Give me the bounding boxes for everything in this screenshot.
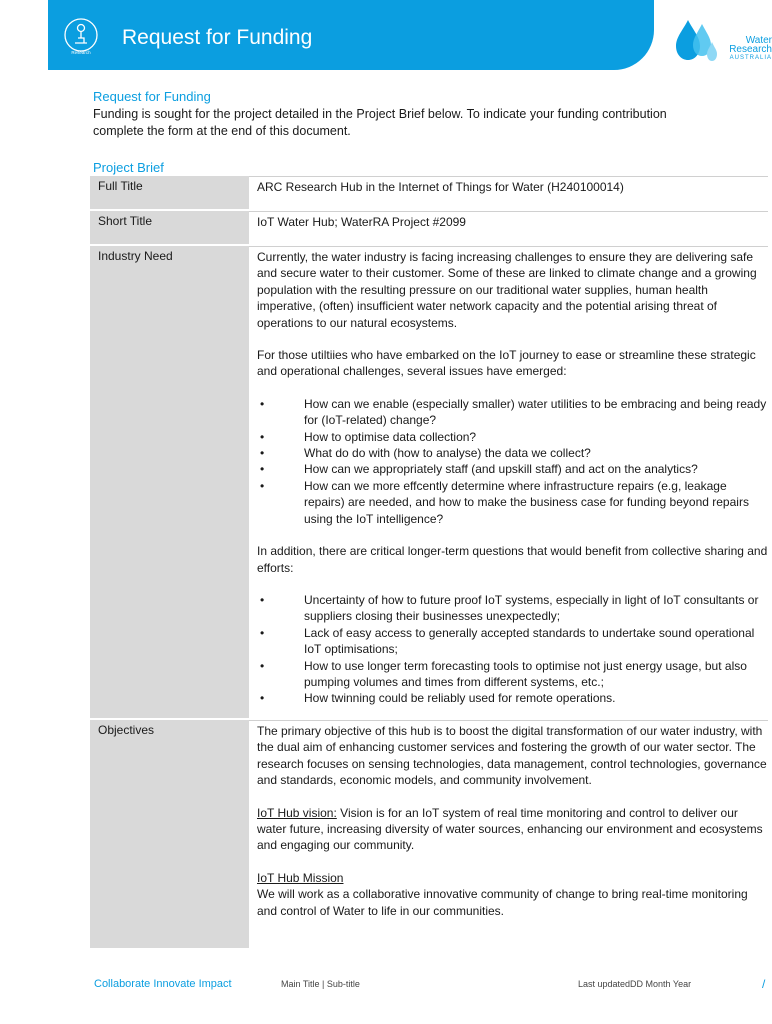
list-item: • How to use longer term forecasting tools to optimise not just energy usage, but also pumping volumes and times from different systems, etc.;: [257, 658, 768, 691]
vision-paragraph: [257, 805, 768, 854]
list-item: • Lack of easy access to generally accepted standards to undertake sound operational IoT optimisations;: [257, 625, 768, 658]
vision-text: Vision is for an IoT system of real time monitoring and control to deliver our water future, increasing diversity of water sources, enhancing our environment and ecosystems and engaging our community.: [257, 805, 763, 853]
footer-title: Main Title | Sub-title: [281, 979, 360, 989]
footer-slash: /: [762, 977, 766, 991]
row-value: ARC Research Hub in the Internet of Things for Water (H240100014): [249, 176, 768, 209]
brief-row-short-title: [90, 211, 768, 246]
paragraph: Currently, the water industry is facing increasing challenges to ensure they are delivering safe and secure water to their customer. Some of these are linked to climate change and a growing population with the resulting pressure on our traditional water supplies, human health imperative, (often) insufficient water network capacity and the potential arising threat of operations to our natural ecosystems.: [257, 250, 757, 330]
intro-text: Funding is sought for the project detailed in the Project Brief below. To indicate your funding contribution complete the form at the end of this document.: [93, 107, 667, 138]
brief-row-full-title: [90, 176, 768, 211]
row-label: Full Title: [90, 176, 249, 209]
list-item: • Uncertainty of how to future proof IoT systems, especially in light of IoT consultants or suppliers closing their businesses unexpectedly;: [257, 592, 768, 625]
mission-label: IoT Hub Mission: [257, 870, 344, 885]
brief-row-objectives: [90, 720, 768, 950]
bullet-list: [257, 592, 768, 707]
footer-updated: Last updatedDD Month Year: [578, 979, 692, 989]
section-heading-request: Request for Funding: [93, 89, 211, 104]
brief-row-industry-need: [90, 246, 768, 720]
water-drops-icon: [672, 14, 722, 68]
brand-line-3: AUSTRALIA: [729, 55, 772, 61]
brand-line-2: Research: [729, 44, 772, 55]
bullet-list: [257, 396, 768, 527]
paragraph: In addition, there are critical longer-term questions that would benefit from collective sharing and efforts:: [257, 544, 768, 575]
page-footer: [0, 978, 768, 992]
paragraph: The primary objective of this hub is to boost the digital transformation of our water industry, with the dual aim of enhancing customer services and fostering the growth of our water sector. The research focuses on sensing technologies, data management, control technologies, governance and standards, economic models, and community involvement.: [257, 724, 767, 788]
paragraph: For those utiltiies who have embarked on the IoT journey to ease or streamline these strategic and operational challenges, several issues have emerged:: [257, 348, 756, 379]
water-research-logo: [672, 14, 772, 70]
badge-text: Research: [71, 50, 91, 55]
mission-paragraph: [257, 870, 768, 919]
microscope-badge-icon: [60, 14, 102, 56]
list-item: • How can we appropriately staff (and upskill staff) and act on the analytics?: [257, 461, 768, 477]
list-item: • How can we enable (especially smaller) water utilities to be embracing and being ready for (IoT-related) change?: [257, 396, 768, 429]
row-label: Industry Need: [90, 246, 249, 718]
brand-line-1: Water: [745, 35, 772, 46]
project-brief-table: [90, 176, 768, 950]
list-item: • How twinning could be reliably used for remote operations.: [257, 690, 768, 706]
row-value: [249, 720, 768, 948]
row-label: Objectives: [90, 720, 249, 948]
header-banner: [48, 0, 654, 70]
row-value: IoT Water Hub; WaterRA Project #2099: [249, 211, 768, 244]
page-title: Request for Funding: [122, 26, 313, 49]
list-item: • How to optimise data collection?: [257, 429, 768, 445]
list-item: • How can we more effcently determine where infrastructure repairs (e.g, leakage repairs) are needed, and how to make the business case for funding beyond repairs using the IoT intelligence?: [257, 478, 768, 527]
mission-text: We will work as a collaborative innovative community of change to bring real-time monitoring and control of Water to life in our communities.: [257, 887, 748, 918]
vision-label: IoT Hub vision:: [257, 805, 337, 820]
row-label: Short Title: [90, 211, 249, 244]
section-heading-brief: Project Brief: [93, 160, 164, 175]
footer-tagline: Collaborate Innovate Impact: [94, 978, 232, 990]
list-item: • What do do with (how to analyse) the data we collect?: [257, 445, 768, 461]
row-value: [249, 246, 768, 718]
